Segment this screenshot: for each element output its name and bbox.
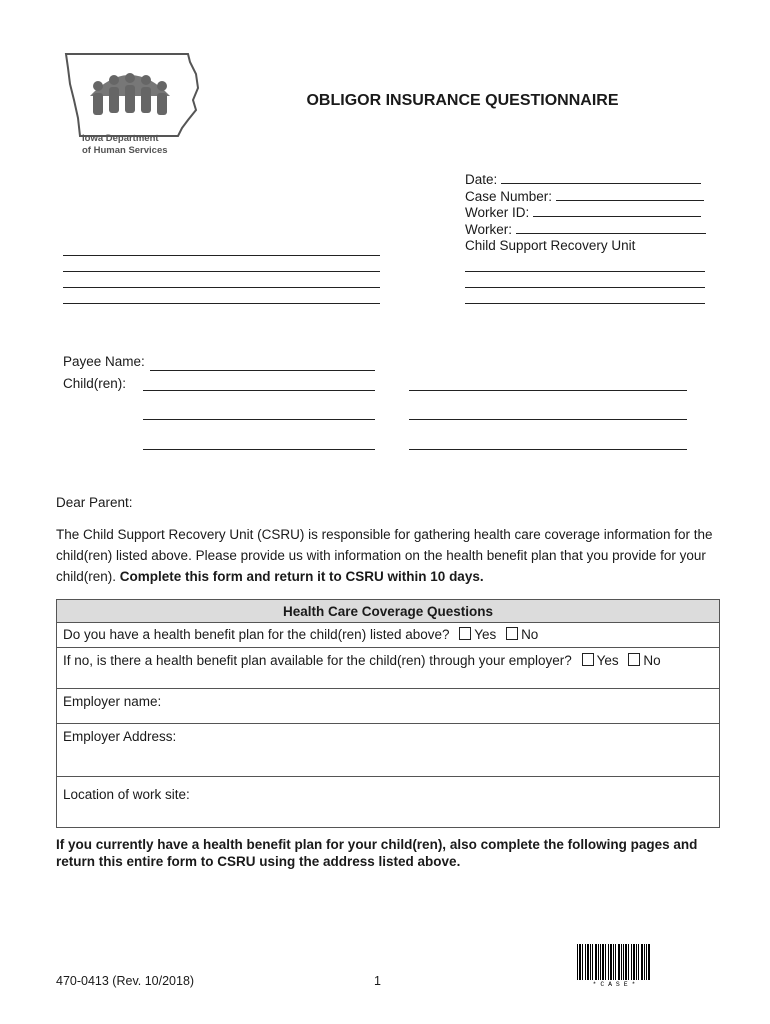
child-field-4[interactable]: [409, 419, 687, 420]
form-title: OBLIGOR INSURANCE QUESTIONNAIRE: [306, 92, 619, 109]
logo-line-1: Iowa Department: [82, 133, 159, 144]
health-coverage-table: [56, 599, 720, 828]
letter-body: [56, 524, 716, 587]
unit-address-line-3[interactable]: [465, 303, 705, 304]
work-site-label: Location of work site:: [63, 787, 190, 802]
question-2: If no, is there a health benefit plan available for the child(ren) through your employer?: [63, 653, 572, 668]
question-1: Do you have a health benefit plan for the child(ren) listed above?: [63, 627, 450, 642]
letter-body-text: The Child Support Recovery Unit (CSRU) is responsible for gathering health care coverage information for the child(ren) listed above. Please provide us with information on the health benefit plan that you provide for your child(ren).: [56, 527, 713, 584]
case-number-label: Case Number:: [465, 188, 553, 204]
obligor-address-line-4[interactable]: [63, 303, 380, 304]
case-barcode: [577, 944, 651, 986]
logo-line-2: of Human Services: [82, 145, 168, 156]
q1-yes-label: Yes: [474, 627, 497, 642]
obligor-address-line-1[interactable]: [63, 255, 380, 256]
q2-yes-label: Yes: [596, 653, 619, 668]
worker-field[interactable]: [516, 222, 706, 234]
case-number-field[interactable]: [556, 189, 704, 201]
work-site-field[interactable]: [57, 777, 720, 828]
payee-name-field[interactable]: [150, 370, 375, 371]
employer-name-field[interactable]: [57, 689, 720, 724]
q2-no-label: No: [643, 653, 661, 668]
date-field[interactable]: [501, 172, 701, 184]
unit-address-line-1[interactable]: [465, 271, 705, 272]
q1-no-checkbox[interactable]: [506, 627, 518, 640]
case-info-block: [465, 172, 706, 255]
worker-id-label: Worker ID:: [465, 205, 530, 220]
date-label: Date:: [465, 172, 498, 187]
q1-yes-checkbox[interactable]: [459, 627, 471, 640]
unit-address-line-2[interactable]: [465, 287, 705, 288]
worker-label: Worker:: [465, 221, 513, 237]
employer-name-label: Employer name:: [63, 694, 162, 709]
salutation: Dear Parent:: [56, 495, 133, 510]
barcode-text: * C A S E *: [592, 981, 636, 986]
q2-yes-checkbox[interactable]: [582, 653, 594, 666]
question-1-row: [57, 623, 720, 648]
table-heading: Health Care Coverage Questions: [57, 600, 720, 623]
form-number: 470-0413 (Rev. 10/2018): [56, 974, 195, 988]
children-label: Child(ren):: [63, 376, 127, 391]
obligor-address-line-2[interactable]: [63, 271, 380, 272]
employer-address-label: Employer Address:: [63, 729, 177, 744]
q2-no-checkbox[interactable]: [628, 653, 640, 666]
employer-address-field[interactable]: [57, 724, 720, 777]
worker-id-field[interactable]: [533, 205, 701, 217]
question-2-row: [57, 648, 720, 689]
closing-instruction: If you currently have a health benefit plan for your child(ren), also complete the following pages and return this entire form to CSRU using the address listed above.: [56, 837, 698, 869]
payee-name-label: Payee Name:: [63, 354, 145, 369]
child-field-2[interactable]: [409, 390, 687, 391]
child-field-3[interactable]: [143, 419, 375, 420]
letter-instruction: Complete this form and return it to CSRU within 10 days.: [119, 569, 484, 584]
page-number: 1: [374, 974, 381, 988]
q1-no-label: No: [521, 627, 539, 642]
child-field-1[interactable]: [143, 390, 375, 391]
child-field-5[interactable]: [143, 449, 375, 450]
unit-name: Child Support Recovery Unit: [465, 238, 636, 253]
child-field-6[interactable]: [409, 449, 687, 450]
obligor-address-line-3[interactable]: [63, 287, 380, 288]
